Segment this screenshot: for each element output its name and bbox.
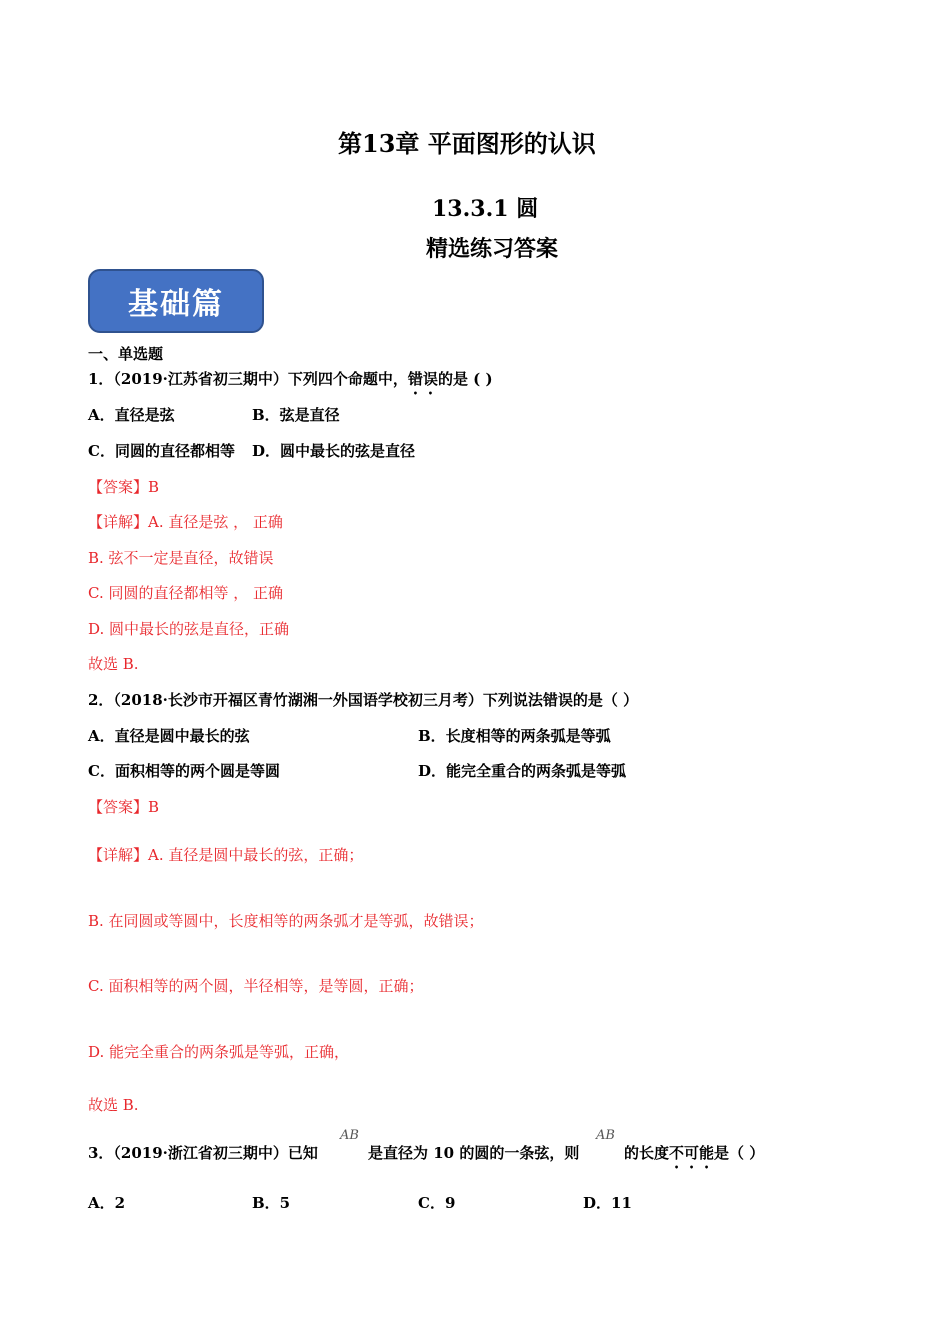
q3-stem-b: 是直径为 10 的圆的一条弦，则	[368, 1144, 580, 1162]
q1-detail-2: B. 弦不一定是直径，故错误	[88, 549, 274, 567]
q2-option-b: B．长度相等的两条弧是等弧	[418, 727, 611, 745]
q3-stem-c-text: 的长度	[624, 1144, 670, 1162]
q1-stem-emphasis: 错误	[407, 370, 438, 388]
q2-option-a: A．直径是圆中最长的弦	[88, 727, 250, 745]
q2-stem: 2．（2018·长沙市开福区青竹湖湘一外国语学校初三月考）下列说法错误的是（ ）	[88, 691, 639, 709]
page-subtitle: 精选练习答案	[426, 236, 559, 262]
q2-detail-4: D. 能完全重合的两条弧是等弧，正确，	[88, 1043, 350, 1061]
q3-option-c: C．9	[418, 1194, 456, 1212]
q3-option-a: A．2	[88, 1194, 126, 1212]
q1-answer: 【答案】B	[88, 478, 160, 496]
q2-conclusion: 故选 B.	[88, 1096, 139, 1114]
q1-option-d: D．圆中最长的弦是直径	[252, 442, 416, 460]
q2-detail-2: B. 在同圆或等圆中，长度相等的两条弧才是等弧，故错误；	[88, 912, 484, 930]
q1-detail-1: 【详解】A. 直径是弦 ， 正确	[88, 513, 283, 531]
q3-stem-d: 是（ ）	[714, 1144, 765, 1162]
q3-stem-a: 3．（2019·浙江省初三期中）已知	[88, 1144, 318, 1162]
q1-option-b: B．弦是直径	[252, 406, 340, 424]
q1-option-a: A．直径是弦	[88, 406, 175, 424]
part-label: 一、单选题	[88, 345, 164, 363]
q3-math-ab-2: AB	[596, 1128, 615, 1143]
section-badge: 基础篇	[88, 269, 264, 333]
q1-detail-4: D. 圆中最长的弦是直径，正确	[88, 620, 290, 638]
q3-stem-c	[624, 1142, 764, 1172]
q2-option-d: D．能完全重合的两条弧是等弧	[418, 762, 627, 780]
q2-detail-3: C. 面积相等的两个圆，半径相等，是等圆，正确；	[88, 977, 424, 995]
q2-answer: 【答案】B	[88, 798, 160, 816]
q3-math-ab-1: AB	[340, 1128, 359, 1143]
q1-stem	[88, 368, 493, 398]
q1-option-c: C．同圆的直径都相等	[88, 442, 235, 460]
q3-option-d: D．11	[583, 1194, 632, 1212]
q1-stem-a: 1．（2019·江苏省初三期中）下列四个命题中，	[88, 370, 408, 388]
q3-option-b: B．5	[252, 1194, 291, 1212]
chapter-title: 第13章 平面图形的认识	[338, 129, 596, 158]
q1-detail-3: C. 同圆的直径都相等 ， 正确	[88, 584, 284, 602]
q1-conclusion: 故选 B.	[88, 655, 139, 673]
q3-stem-emphasis: 不可能	[669, 1144, 715, 1162]
section-title: 13.3.1 圆	[432, 196, 539, 222]
q2-option-c: C．面积相等的两个圆是等圆	[88, 762, 280, 780]
q2-detail-1: 【详解】A. 直径是圆中最长的弦，正确；	[88, 846, 364, 864]
q1-stem-b: 的是 ( )	[437, 370, 493, 388]
